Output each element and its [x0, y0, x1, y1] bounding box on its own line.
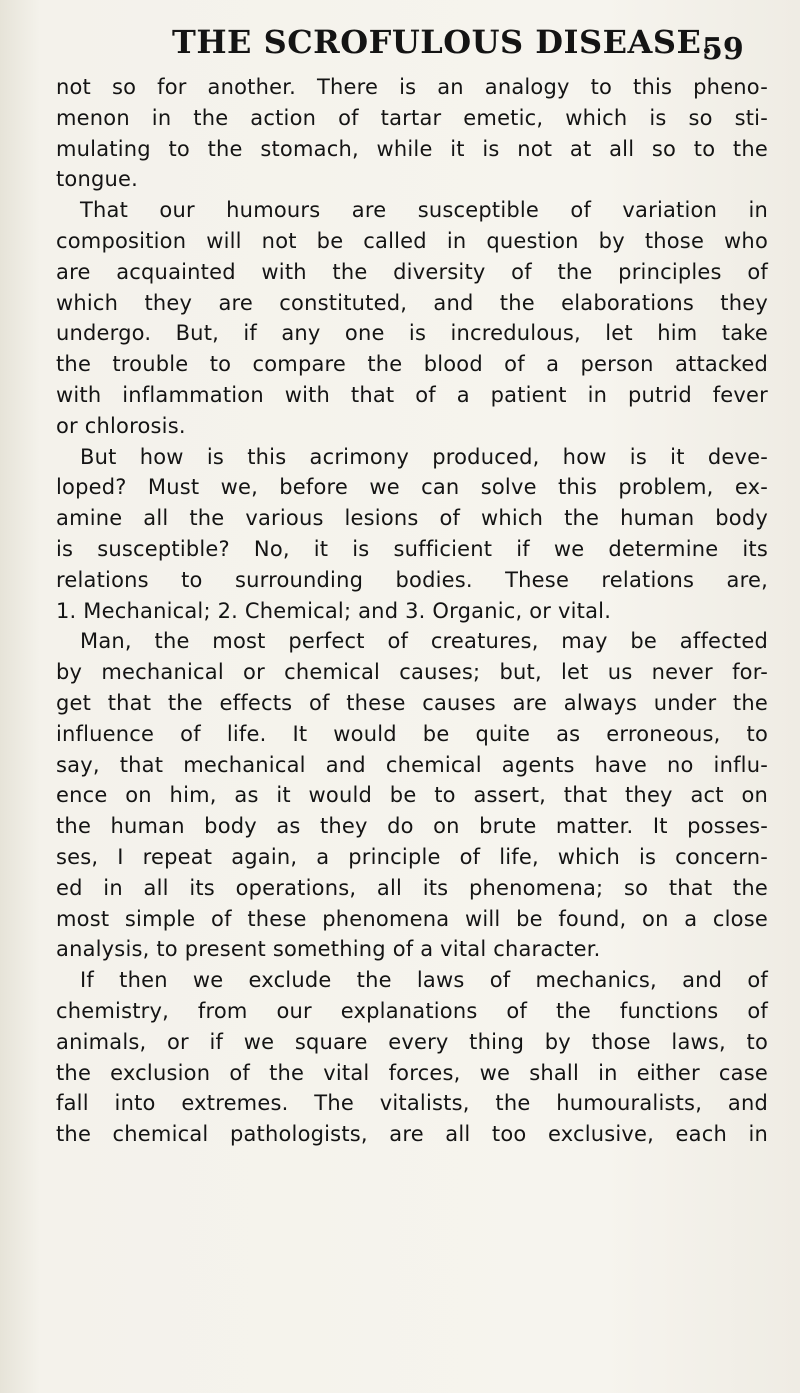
text-line: chemistry, from our explanations of the functions of [56, 998, 768, 1023]
text-line: by mechanical or chemical causes; but, let us never for- [56, 660, 768, 685]
body-text [56, 72, 768, 1150]
text-line: ence on him, as it would be to assert, that they act on [56, 783, 768, 808]
text-line: But how is this acrimony produced, how is it deve- [80, 444, 768, 469]
text-line: are acquainted with the diversity of the principles of [56, 259, 768, 284]
text-line: fall into extremes. The vitalists, the humouralists, and [56, 1091, 768, 1116]
text-line: That our humours are susceptible of variation in [80, 198, 768, 223]
text-line: undergo. But, if any one is incredulous, let him take [56, 321, 768, 346]
text-line: ed in all its operations, all its phenomena; so that the [56, 875, 768, 900]
text-line: If then we exclude the laws of mechanics, and of [80, 968, 768, 993]
text-line: composition will not be called in question by those who [56, 228, 768, 253]
running-head: THE SCROFULOUS DISEASE. [172, 23, 713, 61]
text-line: which they are constituted, and the elaborations they [56, 290, 768, 315]
text-line: animals, or if we square every thing by those laws, to [56, 1029, 768, 1054]
text-line: Man, the most perfect of creatures, may be affected [80, 629, 768, 654]
text-line: mulating to the stomach, while it is not at all so to the [56, 136, 768, 161]
text-line: relations to surrounding bodies. These relations are, [56, 567, 768, 592]
text-line: the exclusion of the vital forces, we shall in either case [56, 1060, 768, 1085]
text-line: analysis, to present something of a vital character. [56, 937, 601, 962]
text-line: or chlorosis. [56, 413, 186, 438]
text-line: loped? Must we, before we can solve this problem, ex- [56, 475, 768, 500]
text-line: the human body as they do on brute matter. It posses- [56, 814, 768, 839]
text-line: the chemical pathologists, are all too exclusive, each in [56, 1122, 768, 1147]
text-line: get that the effects of these causes are always under the [56, 690, 768, 715]
text-line: ses, I repeat again, a principle of life, which is concern- [56, 844, 768, 869]
text-line: amine all the various lesions of which the human body [56, 506, 768, 531]
text-line: 1. Mechanical; 2. Chemical; and 3. Organic, or vital. [56, 598, 612, 623]
text-line: with inflammation with that of a patient in putrid fever [56, 382, 768, 407]
text-line: the trouble to compare the blood of a person attacked [56, 352, 768, 377]
text-line: is susceptible? No, it is sufficient if we determine its [56, 536, 768, 561]
text-line: most simple of these phenomena will be found, on a close [56, 906, 768, 931]
text-line: influence of life. It would be quite as erroneous, to [56, 721, 768, 746]
text-line: menon in the action of tartar emetic, which is so sti- [56, 105, 768, 130]
text-line: tongue. [56, 167, 139, 192]
text-line: not so for another. There is an analogy to this pheno- [56, 75, 768, 99]
text-line: say, that mechanical and chemical agents have no influ- [56, 752, 768, 777]
page-header [0, 8, 800, 67]
page-number: 59 [702, 32, 744, 67]
